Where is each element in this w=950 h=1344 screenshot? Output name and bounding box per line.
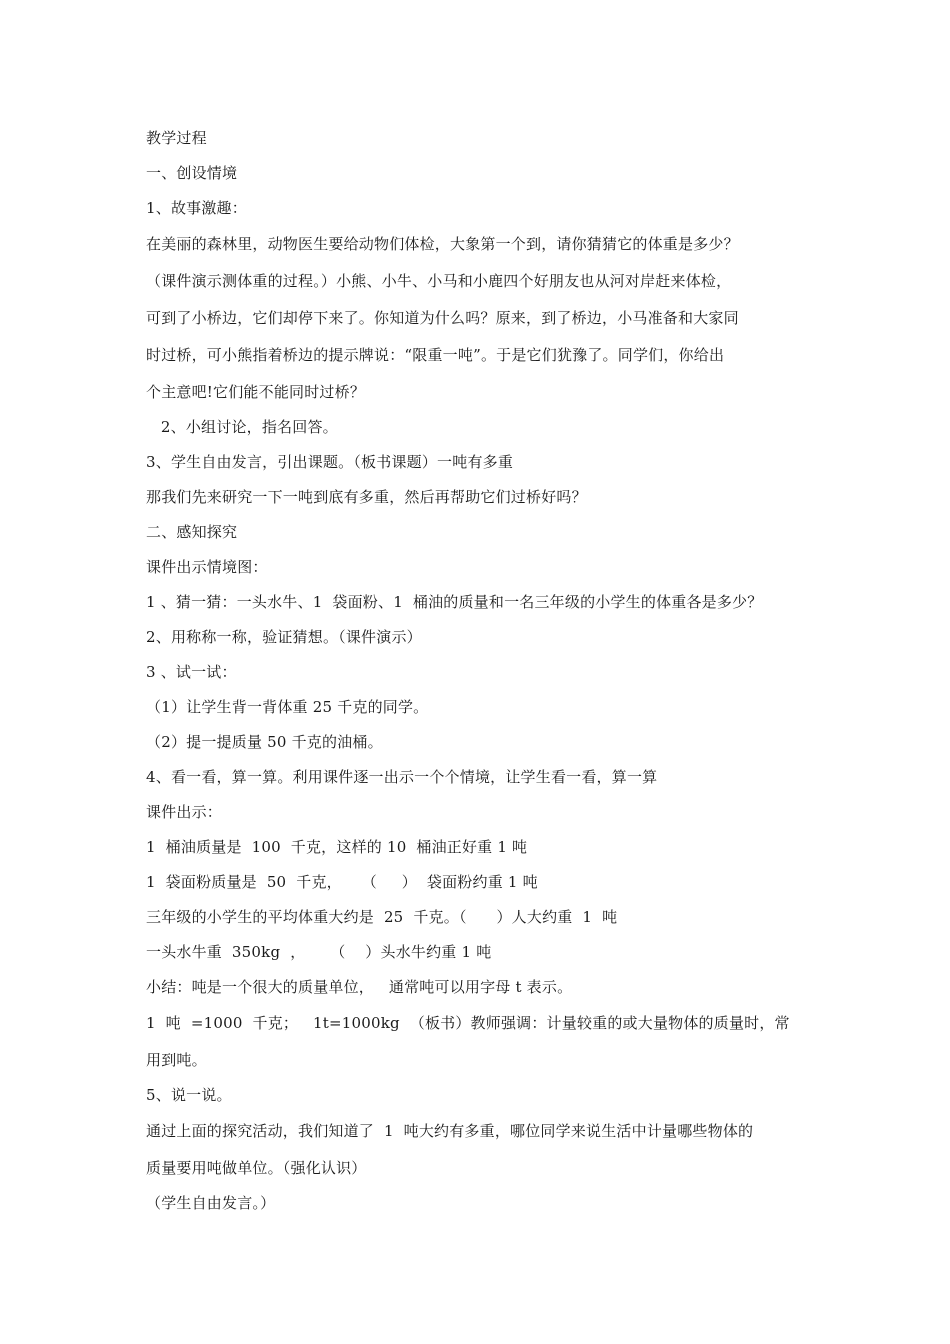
list-item-guess: 1 、猜一猜：一头水牛、1 袋面粉、1 桶油的质量和一名三年级的小学生的体重各是多少？	[146, 593, 763, 611]
list-item-carry: （1）让学生背一背体重 25 千克的同学。	[146, 698, 429, 716]
section-title-teaching-process: 教学过程	[146, 129, 207, 147]
list-item-lift: （2）提一提质量 50 千克的油桶。	[146, 733, 383, 751]
exercise-line: 一头水牛重 350kg ， （ ）头水牛约重 1 吨	[146, 943, 492, 961]
exercise-line: 三年级的小学生的平均体重大约是 25 千克。（ ）人大约重 1 吨	[146, 908, 618, 926]
exercise-line: 1 袋面粉质量是 50 千克， （ ） 袋面粉约重 1 吨	[146, 873, 538, 891]
paragraph-line: 可到了小桥边，它们却停下来了。你知道为什么吗？原来，到了桥边，小马准备和大家同	[146, 309, 739, 327]
subheading-group-discussion: 2、小组讨论，指名回答。	[146, 418, 338, 436]
heading-explore: 二、感知探究	[146, 523, 238, 541]
paragraph-line: 时过桥，可小熊指着桥边的提示牌说：“限重一吨”。于是它们犹豫了。同学们，你给出	[146, 346, 725, 364]
list-item-speak: 5、说一说。	[146, 1086, 232, 1104]
list-item-look-calc: 4、看一看，算一算。利用课件逐一出示一个个情境，让学生看一看，算一算	[146, 768, 658, 786]
subheading-story: 1、故事激趣：	[146, 199, 247, 217]
paragraph-line: 通过上面的探究活动，我们知道了 1 吨大约有多重，哪位同学来说生活中计量哪些物体的	[146, 1122, 754, 1140]
paragraph-line: （学生自由发言。）	[146, 1194, 276, 1212]
paragraph-line: （课件演示测体重的过程。）小熊、小牛、小马和小鹿四个好朋友也从河对岸赶来体检，	[146, 272, 732, 290]
paragraph-line: 在美丽的森林里，动物医生要给动物们体检，大象第一个到，请你猜猜它的体重是多少？	[146, 235, 739, 253]
list-item-try: 3 、试一试：	[146, 663, 237, 681]
paragraph-line: 个主意吧!它们能不能同时过桥？	[146, 383, 366, 401]
paragraph-line: 课件出示：	[146, 803, 223, 821]
list-item-weigh: 2、用称称一称，验证猜想。（课件演示）	[146, 628, 422, 646]
subheading-free-speech: 3、学生自由发言，引出课题。（板书课题）一吨有多重	[146, 453, 514, 471]
summary-line: 1 吨 =1000 千克； 1t=1000kg （板书）教师强调：计量较重的或大量物体的质量时，常	[146, 1014, 790, 1032]
heading-create-context: 一、创设情境	[146, 164, 238, 182]
paragraph-line: 质量要用吨做单位。（强化认识）	[146, 1159, 367, 1177]
paragraph-line: 课件出示情境图：	[146, 558, 268, 576]
paragraph-line: 那我们先来研究一下一吨到底有多重，然后再帮助它们过桥好吗？	[146, 488, 587, 506]
summary-line: 用到吨。	[146, 1051, 207, 1069]
summary-line: 小结：吨是一个很大的质量单位， 通常吨可以用字母 t 表示。	[146, 978, 573, 996]
exercise-line: 1 桶油质量是 100 千克，这样的 10 桶油正好重 1 吨	[146, 838, 528, 856]
